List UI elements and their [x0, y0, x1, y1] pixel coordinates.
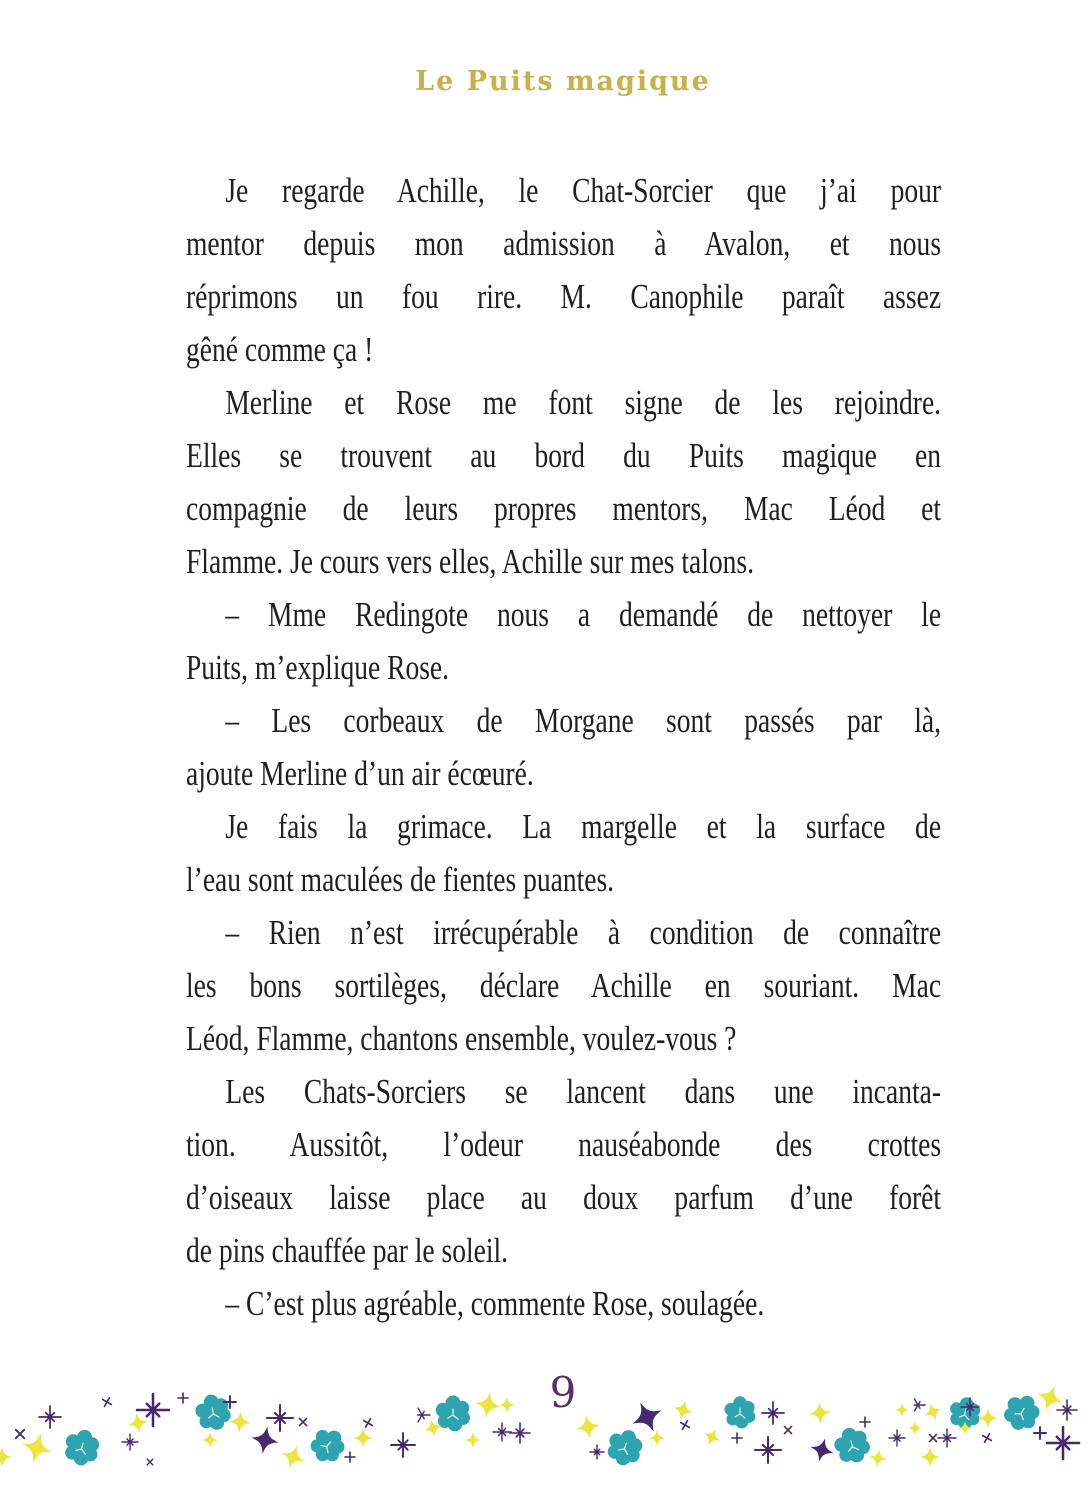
purple-asterisk-icon [1057, 1400, 1077, 1420]
purple-asterisk-icon [391, 1433, 415, 1457]
yellow-sparkle-icon [353, 1428, 373, 1448]
text-line: les bons sortilèges, déclare Achille en souriant. Mac [186, 966, 942, 1005]
yellow-sparkle-icon [574, 1413, 602, 1441]
paragraph [186, 906, 941, 1065]
body-text [186, 164, 941, 1330]
flower-icon [725, 1396, 756, 1428]
purple-asterisk-icon [1047, 1427, 1079, 1459]
flower-icon [831, 1424, 873, 1467]
small-cross-icon [860, 1417, 870, 1427]
purple-asterisk-icon [418, 1408, 430, 1422]
paragraph [186, 1065, 941, 1277]
text-line: Merline et Rose me font signe de les rejoindre. [225, 383, 942, 422]
yellow-sparkle-icon [499, 1397, 515, 1413]
small-cross-icon [100, 1395, 114, 1409]
small-cross-icon [781, 1423, 795, 1437]
paragraph [186, 376, 941, 588]
yellow-sparkle-icon [908, 1421, 922, 1435]
yellow-sparkle-icon [228, 1410, 252, 1434]
flower-icon [304, 1422, 351, 1469]
small-cross-icon [144, 1456, 155, 1467]
yellow-sparkle-icon [868, 1448, 889, 1469]
yellow-sparkle-icon [19, 1430, 56, 1467]
decorative-border [0, 1350, 1088, 1500]
purple-asterisk-icon [889, 1430, 905, 1446]
purple-asterisk-icon [493, 1423, 511, 1441]
purple-asterisk-icon [590, 1445, 604, 1459]
paragraph [186, 1277, 941, 1330]
text-line: – C’est plus agréable, commente Rose, soulagée. [225, 1284, 765, 1323]
text-line: Puits, m’explique Rose. [186, 648, 450, 687]
text-line: réprimons un fou rire. M. Canophile paraît assez [186, 277, 942, 316]
small-cross-icon [178, 1393, 188, 1403]
small-cross-icon [980, 1431, 994, 1445]
purple-asterisk-icon [510, 1423, 530, 1443]
page-number: 9 [549, 1368, 577, 1417]
purple-asterisk-icon [755, 1437, 781, 1463]
text-line: gêné comme ça ! [186, 330, 374, 369]
small-cross-icon [361, 1416, 375, 1430]
purple-asterisk-icon [39, 1406, 61, 1428]
flower-icon [603, 1425, 647, 1470]
text-line: de pins chauffée par le soleil. [186, 1231, 509, 1270]
yellow-sparkle-icon [921, 1400, 944, 1423]
yellow-sparkle-icon [278, 1442, 309, 1473]
text-line: l’eau sont maculées de fientes puantes. [186, 860, 615, 899]
purple-asterisk-icon [762, 1402, 784, 1424]
text-line: Je fais la grimace. La margelle et la surface de [225, 807, 942, 846]
yellow-sparkle-icon [700, 1425, 724, 1449]
yellow-sparkle-icon [473, 1390, 503, 1420]
paragraph [186, 164, 941, 376]
yellow-sparkle-icon [0, 1447, 12, 1467]
yellow-sparkle-icon [202, 1432, 218, 1448]
page-title: Le Puits magique [415, 66, 711, 97]
yellow-sparkle-icon [671, 1398, 695, 1422]
yellow-sparkle-icon [126, 1411, 149, 1434]
paragraph [186, 800, 941, 906]
small-cross-icon [12, 1426, 29, 1443]
small-cross-icon [678, 1418, 692, 1432]
text-line: Elles se trouvent au bord du Puits magique en [186, 436, 942, 475]
text-line: – Rien n’est irrécupérable à condition de connaître [225, 913, 942, 952]
flower-icon [193, 1392, 233, 1433]
text-line: Je regarde Achille, le Chat-Sorcier que j’ai pour [225, 171, 942, 210]
small-cross-icon [1034, 1427, 1046, 1439]
purple-star-icon [807, 1435, 836, 1464]
yellow-sparkle-icon [895, 1403, 909, 1417]
text-line: Les Chats-Sorciers se lancent dans une incanta- [225, 1072, 942, 1111]
purple-asterisk-icon [122, 1434, 138, 1450]
small-cross-icon [345, 1452, 355, 1462]
flower-icon [61, 1426, 103, 1469]
text-line: compagnie de leurs propres mentors, Mac Léod et [186, 489, 942, 528]
text-line: tion. Aussitôt, l’odeur nauséabonde des crottes [186, 1125, 942, 1164]
purple-asterisk-icon [267, 1405, 293, 1431]
purple-asterisk-icon [914, 1399, 925, 1411]
purple-star-icon [249, 1424, 281, 1456]
small-cross-icon [296, 1415, 310, 1429]
paragraph [186, 694, 941, 800]
yellow-sparkle-icon [920, 1447, 940, 1467]
small-cross-icon [732, 1433, 742, 1443]
yellow-sparkle-icon [465, 1432, 481, 1448]
yellow-sparkle-icon [978, 1408, 998, 1428]
yellow-sparkle-icon [808, 1401, 832, 1425]
text-line: d’oiseaux laisse place au doux parfum d’une forêt [186, 1178, 942, 1217]
yellow-sparkle-icon [649, 1430, 665, 1446]
text-line: – Mme Redingote nous a demandé de nettoyer le [225, 595, 942, 634]
text-line: – Les corbeaux de Morgane sont passés par là, [225, 701, 942, 740]
text-line: ajoute Merline d’un air écœuré. [186, 754, 534, 793]
text-line: mentor depuis mon admission à Avalon, et nous [186, 224, 942, 263]
paragraph [186, 588, 941, 694]
purple-asterisk-icon [938, 1429, 956, 1447]
running-header [38, 66, 1088, 97]
text-line: Flamme. Je cours vers elles, Achille sur mes talons. [186, 542, 755, 581]
text-line: Léod, Flamme, chantons ensemble, voulez-vous ? [186, 1019, 737, 1058]
flower-icon [998, 1388, 1046, 1436]
